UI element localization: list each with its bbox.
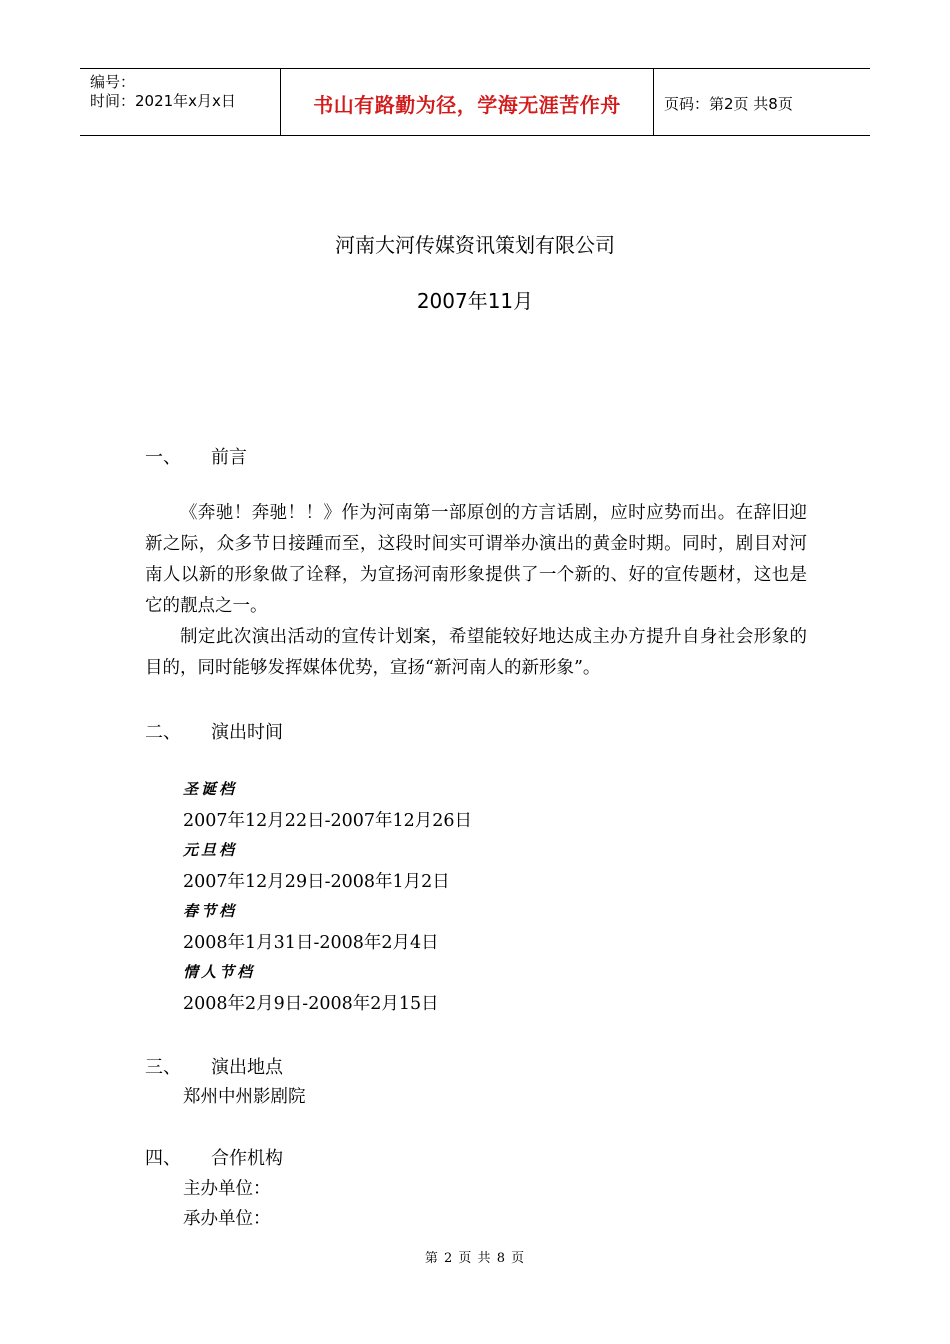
slot-dates-valentines: 2008年2月9日-2008年2月15日 [183,994,439,1014]
section-number: 一、 [145,447,181,468]
slot-label-newyear: 元旦档 [183,841,238,859]
section-title: 前言 [211,447,247,468]
header-page-cell [654,69,870,135]
section-heading-partners [145,1144,283,1170]
section-title: 演出时间 [211,722,283,743]
section-number: 四、 [145,1148,181,1169]
section-heading-preface [145,443,247,469]
section-heading-showtime [145,718,283,744]
header-motto-cell [281,69,654,135]
cover-date: 2007年11月 [416,289,534,313]
co-organizer-label: 承办单位： [183,1209,271,1229]
document-header [80,68,870,136]
organizer-label: 主办单位： [183,1179,271,1199]
section-heading-venue [145,1053,283,1079]
section-number: 二、 [145,722,181,743]
company-name: 河南大河传媒资讯策划有限公司 [335,233,615,257]
header-info-cell [80,69,281,135]
serial-label: 编号： [90,73,136,91]
venue-text: 郑州中州影剧院 [183,1087,306,1107]
slot-dates-spring-festival: 2008年1月31日-2008年2月4日 [183,933,439,953]
page-info: 页码：第2页 共8页 [664,95,793,113]
slot-dates-christmas: 2007年12月22日-2007年12月26日 [183,811,473,831]
preface-paragraph-1: 《奔驰！奔驰！！》作为河南第一部原创的方言话剧，应时应势而出。在辞旧迎新之际，众多节日接踵而至，这段时间实可谓举办演出的黄金时期。同时，剧目对河南人以新的形象做了诠释，为宣扬河南形象提供了一个新的、好的宣传题材，这也是它的靓点之一。 [145,503,807,616]
slot-dates-newyear: 2007年12月29日-2008年1月2日 [183,872,450,892]
page-footer: 第 2 页 共 8 页 [424,1251,526,1266]
section-title: 演出地点 [211,1057,283,1078]
slot-label-christmas: 圣诞档 [183,780,238,798]
time-label: 时间：2021年x月x日 [90,92,236,110]
section-number: 三、 [145,1057,181,1078]
slot-label-valentines: 情人节档 [183,963,256,981]
section-title: 合作机构 [211,1148,283,1169]
slot-label-spring-festival: 春节档 [183,902,238,920]
motto-text: 书山有路勤为径，学海无涯苦作舟 [313,93,621,117]
preface-paragraph-2: 制定此次演出活动的宣传计划案，希望能较好地达成主办方提升自身社会形象的目的，同时能够发挥媒体优势，宣扬“新河南人的新形象”。 [145,627,807,678]
